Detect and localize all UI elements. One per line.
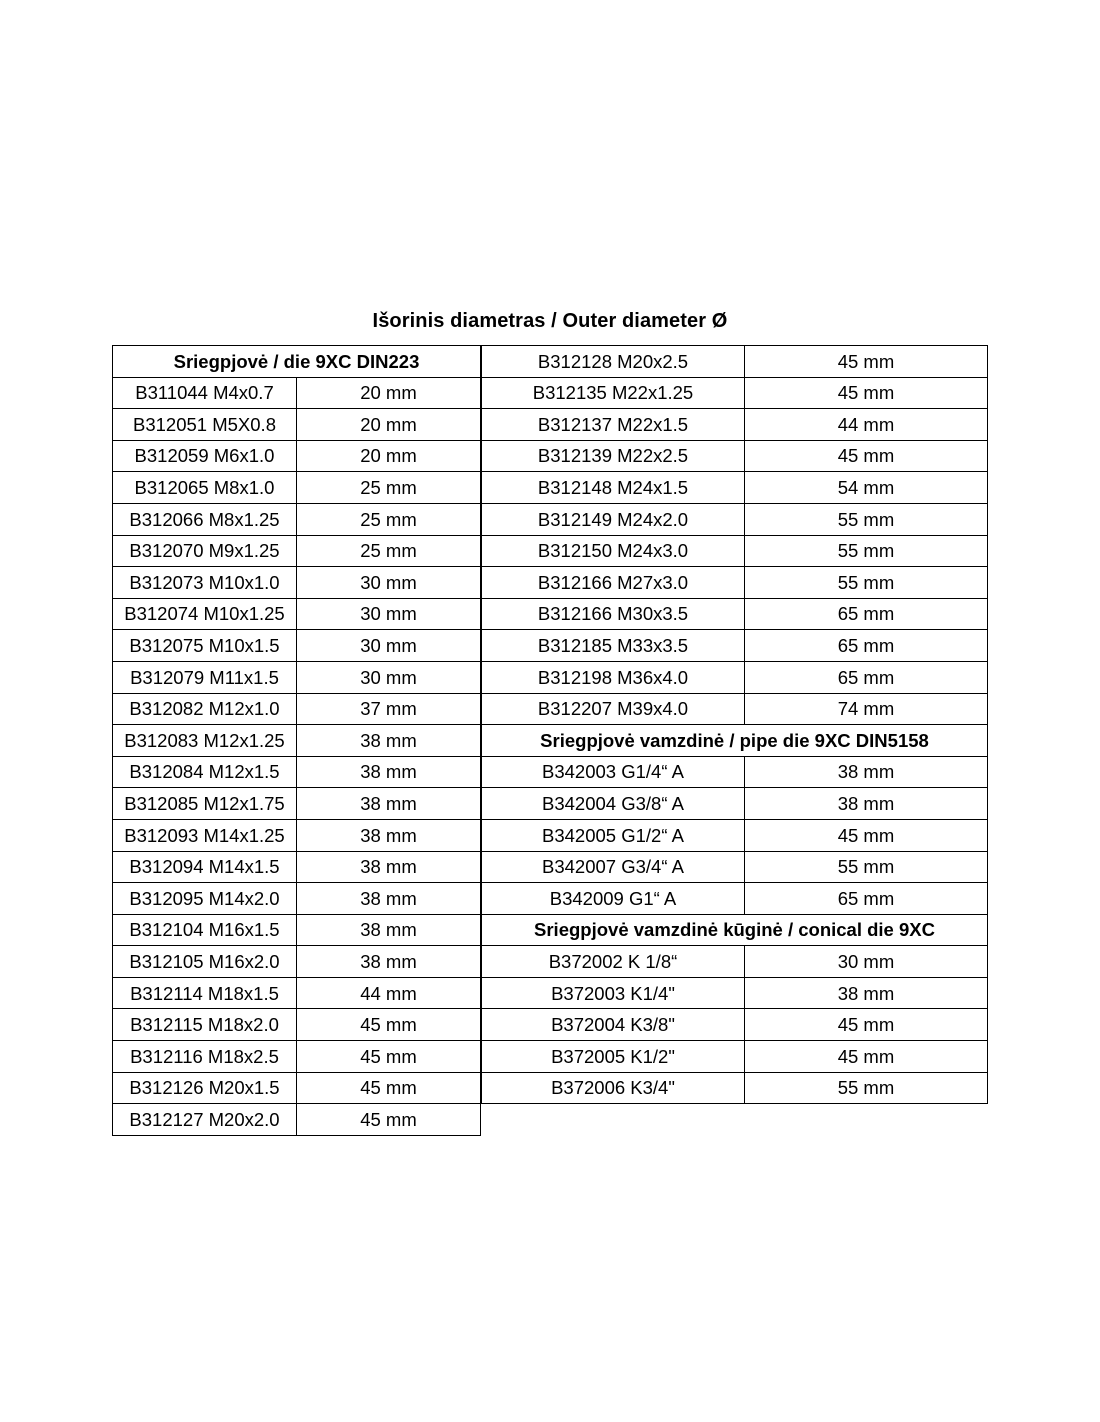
outer-diameter-cell: 44 mm [745,409,988,441]
table-row [482,883,988,915]
product-code-cell: B312105 M16x2.0 [113,946,297,978]
outer-diameter-cell: 20 mm [297,377,481,409]
product-code-cell: B312066 M8x1.25 [113,503,297,535]
product-code-cell: B312135 M22x1.25 [482,377,745,409]
product-code-cell: B312104 M16x1.5 [113,914,297,946]
outer-diameter-cell: 44 mm [297,977,481,1009]
die-table-left [112,345,481,1136]
section-header-cell: Sriegpjovė vamzdinė kūginė / conical die 9XC [482,914,988,946]
table-row [482,1041,988,1073]
table-row [482,914,988,946]
outer-diameter-cell: 65 mm [745,661,988,693]
outer-diameter-cell: 55 mm [745,1072,988,1104]
product-code-cell: B312079 M11x1.5 [113,661,297,693]
table-row [482,851,988,883]
outer-diameter-cell: 45 mm [297,1104,481,1136]
die-table-right [481,345,988,1104]
table-row [113,598,481,630]
table-row [482,788,988,820]
table-row [482,819,988,851]
outer-diameter-cell: 55 mm [745,567,988,599]
product-code-cell: B312084 M12x1.5 [113,756,297,788]
product-code-cell: B312166 M27x3.0 [482,567,745,599]
product-code-cell: B312070 M9x1.25 [113,535,297,567]
product-code-cell: B312065 M8x1.0 [113,472,297,504]
product-code-cell: B342007 G3/4“ A [482,851,745,883]
table-row [113,756,481,788]
table-row [113,788,481,820]
outer-diameter-cell: 65 mm [745,598,988,630]
table-row [113,1009,481,1041]
product-code-cell: B312075 M10x1.5 [113,630,297,662]
table-row [113,630,481,662]
outer-diameter-cell: 45 mm [745,377,988,409]
table-row [113,1041,481,1073]
product-code-cell: B312185 M33x3.5 [482,630,745,662]
table-row [113,346,481,378]
outer-diameter-cell: 38 mm [745,788,988,820]
table-row [482,977,988,1009]
outer-diameter-cell: 45 mm [745,819,988,851]
table-row [113,567,481,599]
die-table-left-body [113,346,481,1136]
product-code-cell: B372006 K3/4" [482,1072,745,1104]
product-code-cell: B311044 M4x0.7 [113,377,297,409]
table-row [113,819,481,851]
table-row [113,946,481,978]
table-row [482,946,988,978]
table-row [482,409,988,441]
product-code-cell: B312198 M36x4.0 [482,661,745,693]
table-row [113,977,481,1009]
table-row [113,661,481,693]
product-code-cell: B312115 M18x2.0 [113,1009,297,1041]
table-row [113,725,481,757]
product-code-cell: B312126 M20x1.5 [113,1072,297,1104]
outer-diameter-cell: 45 mm [297,1041,481,1073]
outer-diameter-cell: 65 mm [745,883,988,915]
product-code-cell: B312093 M14x1.25 [113,819,297,851]
table-row [482,756,988,788]
outer-diameter-cell: 45 mm [297,1009,481,1041]
outer-diameter-cell: 38 mm [297,851,481,883]
product-code-cell: B312051 M5X0.8 [113,409,297,441]
outer-diameter-cell: 38 mm [745,977,988,1009]
product-code-cell: B372005 K1/2" [482,1041,745,1073]
table-row [113,883,481,915]
product-code-cell: B312150 M24x3.0 [482,535,745,567]
product-code-cell: B372004 K3/8" [482,1009,745,1041]
table-row [482,346,988,378]
table-row [113,693,481,725]
product-code-cell: B312094 M14x1.5 [113,851,297,883]
outer-diameter-cell: 37 mm [297,693,481,725]
product-code-cell: B312114 M18x1.5 [113,977,297,1009]
product-code-cell: B312116 M18x2.5 [113,1041,297,1073]
outer-diameter-cell: 55 mm [745,535,988,567]
outer-diameter-cell: 54 mm [745,472,988,504]
outer-diameter-cell: 30 mm [297,630,481,662]
outer-diameter-cell: 30 mm [297,598,481,630]
product-code-cell: B312082 M12x1.0 [113,693,297,725]
outer-diameter-cell: 25 mm [297,535,481,567]
table-row [482,598,988,630]
outer-diameter-cell: 38 mm [297,819,481,851]
table-row [113,535,481,567]
outer-diameter-cell: 38 mm [297,756,481,788]
tables-container [112,345,988,1136]
outer-diameter-cell: 38 mm [297,946,481,978]
outer-diameter-cell: 30 mm [745,946,988,978]
outer-diameter-cell: 45 mm [745,440,988,472]
product-code-cell: B312085 M12x1.75 [113,788,297,820]
outer-diameter-cell: 55 mm [745,503,988,535]
outer-diameter-cell: 38 mm [297,914,481,946]
table-row [482,535,988,567]
outer-diameter-cell: 45 mm [745,346,988,378]
product-code-cell: B372003 K1/4" [482,977,745,1009]
table-row [482,1009,988,1041]
product-code-cell: B312083 M12x1.25 [113,725,297,757]
product-code-cell: B342004 G3/8“ A [482,788,745,820]
outer-diameter-cell: 20 mm [297,440,481,472]
table-row [482,693,988,725]
section-header-cell: Sriegpjovė / die 9XC DIN223 [113,346,481,378]
table-row [482,503,988,535]
outer-diameter-cell: 38 mm [297,883,481,915]
product-code-cell: B372002 K 1/8“ [482,946,745,978]
product-code-cell: B312166 M30x3.5 [482,598,745,630]
product-code-cell: B312095 M14x2.0 [113,883,297,915]
product-code-cell: B312148 M24x1.5 [482,472,745,504]
table-row [113,1104,481,1136]
product-code-cell: B342009 G1“ A [482,883,745,915]
product-code-cell: B312207 M39x4.0 [482,693,745,725]
table-row [113,851,481,883]
product-code-cell: B342003 G1/4“ A [482,756,745,788]
table-row [482,472,988,504]
outer-diameter-cell: 25 mm [297,472,481,504]
table-row [113,472,481,504]
outer-diameter-cell: 45 mm [745,1009,988,1041]
outer-diameter-cell: 20 mm [297,409,481,441]
outer-diameter-cell: 30 mm [297,661,481,693]
outer-diameter-cell: 30 mm [297,567,481,599]
outer-diameter-cell: 38 mm [297,725,481,757]
product-code-cell: B312074 M10x1.25 [113,598,297,630]
outer-diameter-cell: 65 mm [745,630,988,662]
product-code-cell: B312149 M24x2.0 [482,503,745,535]
outer-diameter-cell: 74 mm [745,693,988,725]
product-code-cell: B312128 M20x2.5 [482,346,745,378]
outer-diameter-cell: 38 mm [745,756,988,788]
outer-diameter-cell: 38 mm [297,788,481,820]
die-table-right-body [482,346,988,1104]
outer-diameter-cell: 55 mm [745,851,988,883]
section-header-cell: Sriegpjovė vamzdinė / pipe die 9XC DIN5158 [482,725,988,757]
product-code-cell: B342005 G1/2“ A [482,819,745,851]
table-row [113,377,481,409]
outer-diameter-cell: 45 mm [745,1041,988,1073]
product-code-cell: B312127 M20x2.0 [113,1104,297,1136]
product-code-cell: B312137 M22x1.5 [482,409,745,441]
table-row [113,409,481,441]
table-row [482,440,988,472]
outer-diameter-cell: 45 mm [297,1072,481,1104]
table-row [113,914,481,946]
product-code-cell: B312073 M10x1.0 [113,567,297,599]
table-row [113,1072,481,1104]
table-row [113,440,481,472]
table-row [482,567,988,599]
table-row [113,503,481,535]
product-code-cell: B312059 M6x1.0 [113,440,297,472]
table-row [482,630,988,662]
table-row [482,377,988,409]
product-code-cell: B312139 M22x2.5 [482,440,745,472]
table-row [482,661,988,693]
outer-diameter-cell: 25 mm [297,503,481,535]
table-row [482,725,988,757]
page-title: Išorinis diametras / Outer diameter Ø [372,310,728,332]
table-row [482,1072,988,1104]
